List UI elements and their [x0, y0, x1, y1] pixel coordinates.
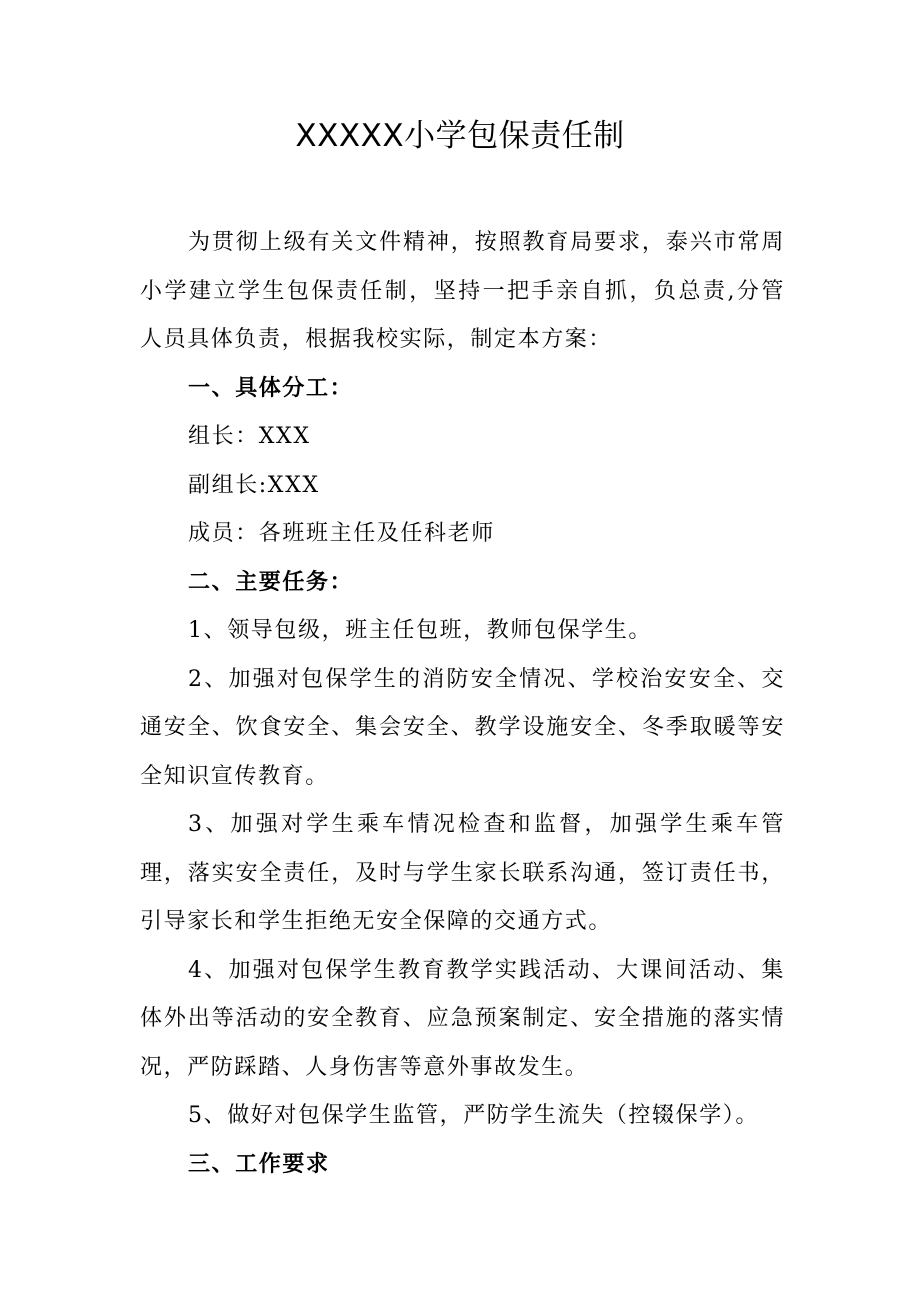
document-body — [140, 219, 785, 1189]
document-title: XXXXX小学包保责任制 — [295, 118, 625, 154]
task-item: 5、做好对包保学生监管，严防学生流失（控辍保学）。 — [188, 1103, 759, 1128]
deputy-leader-line: 副组长:XXX — [188, 472, 320, 498]
section-heading-division: 一、具体分工： — [188, 375, 354, 401]
task-item: 1、领导包级，班主任包班，教师包保学生。 — [188, 618, 652, 643]
members-line: 成员：各班班主任及任科老师 — [188, 521, 495, 546]
task-item: 2、加强对包保学生的消防安全情况、学校治安安全、交通安全、饮食安全、集会安全、教学设施安全、冬季取暖等安全知识宣传教育。 — [140, 666, 785, 789]
section-heading-requirements: 三、工作要求 — [188, 1151, 330, 1177]
leader-line: 组长：XXX — [188, 424, 311, 449]
task-item: 4、加强对包保学生教育教学实践活动、大课间活动、集体外出等活动的安全教育、应急预案制定、安全措施的落实情况，严防踩踏、人身伤害等意外事故发生。 — [140, 957, 785, 1080]
section-heading-tasks: 二、主要任务： — [188, 569, 354, 595]
intro-paragraph: 为贯彻上级有关文件精神，按照教育局要求，泰兴市常周小学建立学生包保责任制，坚持一把手亲自抓，负总责,分管人员具体负责，根据我校实际，制定本方案： — [140, 230, 785, 352]
task-item: 3、加强对学生乘车情况检查和监督，加强学生乘车管理，落实安全责任，及时与学生家长联系沟通，签订责任书，引导家长和学生拒绝无安全保障的交通方式。 — [140, 812, 785, 934]
